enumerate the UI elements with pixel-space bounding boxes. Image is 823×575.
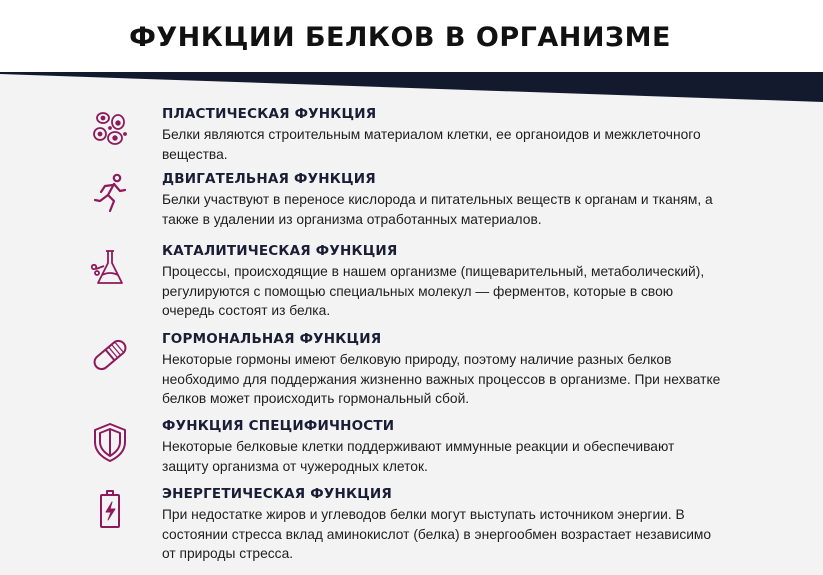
function-description: Белки являются строительным материалом клетки, ее органоидов и межклеточного вещества. bbox=[162, 127, 701, 162]
function-title: ПЛАСТИЧЕСКАЯ ФУНКЦИЯ bbox=[162, 106, 377, 122]
function-title: ДВИГАТЕЛЬНАЯ ФУНКЦИЯ bbox=[162, 171, 376, 187]
function-title: ЭНЕРГЕТИЧЕСКАЯ ФУНКЦИЯ bbox=[162, 486, 393, 502]
flask-icon bbox=[88, 245, 132, 289]
function-title: КАТАЛИТИЧЕСКАЯ ФУНКЦИЯ bbox=[162, 243, 398, 259]
function-description: При недостатке жиров и углеводов белки могут выступать источником энергии. В состоянии стресса вклад аминокислот (белка) в энергообмен возрастает независимо от природы стресса. bbox=[162, 507, 712, 561]
shield-icon bbox=[88, 420, 132, 464]
function-description: Процессы, происходящие в нашем организме (пищеварительный, метаболический), регулируются с помощью специальных молекул — ферментов, которые в свою очередь состоят из белка. bbox=[162, 264, 705, 318]
battery-icon bbox=[88, 488, 132, 532]
function-title: ФУНКЦИЯ СПЕЦИФИЧНОСТИ bbox=[162, 418, 395, 434]
cells-icon bbox=[88, 106, 132, 150]
function-description: Белки участвуют в переносе кислорода и питательных веществ к органам и тканям, а также в удалении из организма отработанных материалов. bbox=[162, 192, 713, 227]
pill-icon bbox=[88, 333, 132, 377]
header bbox=[0, 0, 823, 80]
page-title: ФУНКЦИИ БЕЛКОВ В ОРГАНИЗМЕ bbox=[129, 22, 671, 53]
function-description: Некоторые белковые клетки поддерживают иммунные реакции и обеспечивают защиту организма от чужеродных клеток. bbox=[162, 439, 675, 474]
function-description: Некоторые гормоны имеют белковую природу, поэтому наличие разных белков необходимо для поддержания жизненно важных процессов в организме. При нехватке белков может происходить гормональный сбой. bbox=[162, 352, 721, 406]
running-person-icon bbox=[88, 171, 132, 215]
function-title: ГОРМОНАЛЬНАЯ ФУНКЦИЯ bbox=[162, 331, 382, 347]
